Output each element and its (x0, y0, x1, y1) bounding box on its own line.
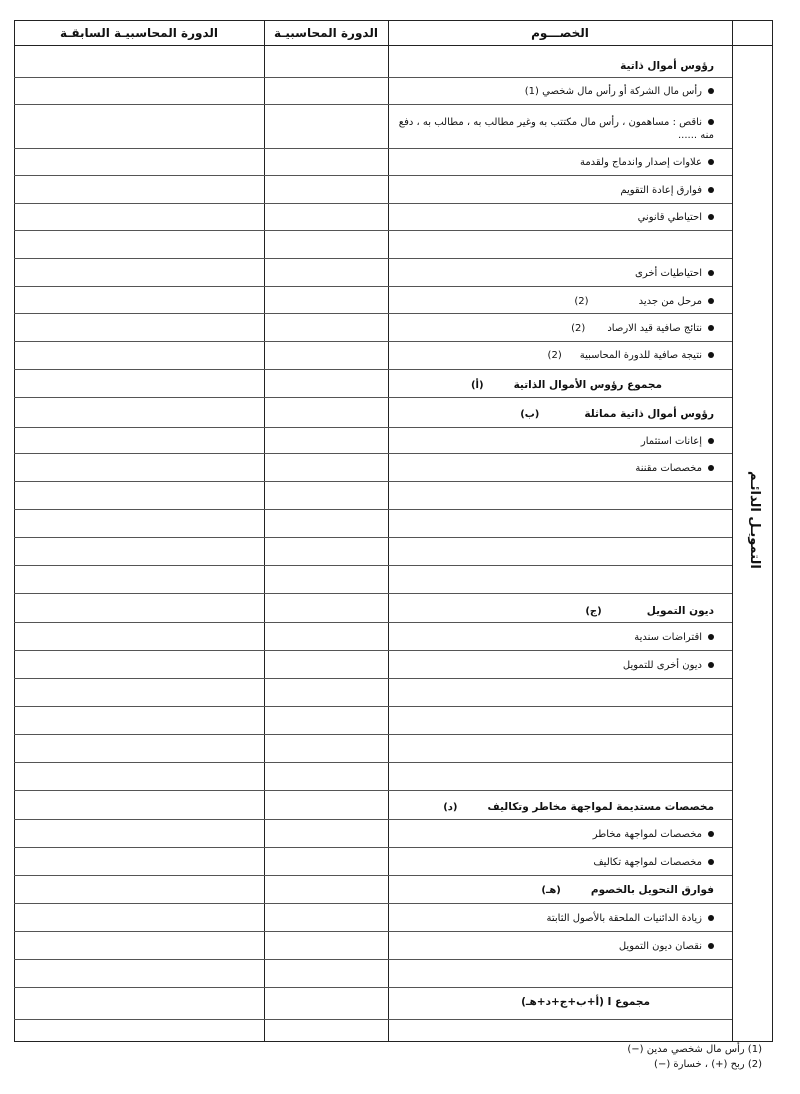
bullet-icon (708, 634, 714, 640)
list-item: ديون أخرى للتمويل (623, 660, 714, 671)
row-rule (14, 286, 732, 287)
bullet-icon (708, 214, 714, 220)
row-rule (14, 875, 732, 876)
list-item: مخصصات لمواجهة تكاليف (593, 857, 714, 868)
provisions-title: مخصصات مستديمة لمواجهة مخاطر وتكاليف(د) (443, 801, 714, 813)
header-liabilities: الخصـــوم (531, 26, 589, 40)
list-item: مخصصات مقننة (635, 463, 714, 474)
row-rule (14, 847, 732, 848)
row-rule (14, 706, 732, 707)
row-rule (14, 175, 732, 176)
row-rule (14, 903, 732, 904)
list-item: ناقص : مساهمون ، رأس مال مكتتب به وغير مطالب به ، مطالب به ، دفع منه ...... (398, 117, 714, 141)
bullet-icon (708, 859, 714, 865)
row-rule (14, 230, 732, 231)
row-rule (14, 104, 732, 105)
row-rule (14, 453, 732, 454)
bullet-icon (708, 943, 714, 949)
row-rule (14, 650, 732, 651)
equity-title: رؤوس أموال ذاتية (620, 60, 714, 72)
list-item: علاوات إصدار واندماج ولقدمة (580, 157, 714, 168)
equity-total: مجموع رؤوس الأموال الذاتية(أ) (470, 379, 662, 391)
row-rule (14, 987, 732, 988)
bullet-icon (708, 119, 714, 125)
row-rule (14, 678, 732, 679)
list-item: فوارق إعادة التقويم (620, 185, 714, 196)
header-current-period: الدورة المحاسبيـة (274, 26, 378, 40)
grand-total: مجموع I (أ+ب+ج+د+هـ) (521, 996, 650, 1008)
debts-title: ديون التمويل(ج) (585, 605, 714, 617)
row-rule (14, 1019, 732, 1020)
row-rule (14, 258, 732, 259)
row-rule (14, 341, 732, 342)
bullet-icon (708, 352, 714, 358)
bullet-icon (708, 88, 714, 94)
row-rule (14, 622, 732, 623)
row-rule (14, 565, 732, 566)
row-rule (14, 959, 732, 960)
row-rule (14, 481, 732, 482)
bullet-icon (708, 187, 714, 193)
list-item: نتائج صافية قيد الارصاد(2) (571, 323, 714, 334)
list-item: رأس مال الشركة أو رأس مال شخصي (1) (525, 86, 714, 97)
list-item: اقتراضات سندية (634, 632, 714, 643)
side-title: التمويـل الدائـم (747, 471, 762, 569)
row-rule (14, 931, 732, 932)
list-item: نتيجة صافية للدورة المحاسبية(2) (548, 350, 714, 361)
row-rule (14, 203, 732, 204)
list-item: مخصصات لمواجهة مخاطر (593, 829, 714, 840)
footnote-1: (1) رأس مال شخصي مدين (−) (627, 1044, 762, 1055)
row-rule (14, 427, 732, 428)
bullet-icon (708, 270, 714, 276)
bullet-icon (708, 915, 714, 921)
row-rule (14, 537, 732, 538)
column-divider-1 (264, 20, 265, 1042)
bullet-icon (708, 438, 714, 444)
list-item: إعانات استثمار (641, 436, 714, 447)
row-rule (14, 762, 732, 763)
bullet-icon (708, 159, 714, 165)
row-rule (14, 313, 732, 314)
bullet-icon (708, 298, 714, 304)
conversion-title: فوارق التحويل بالخصوم(هـ) (541, 884, 714, 896)
bullet-icon (708, 465, 714, 471)
header-underline (14, 45, 773, 46)
list-item: نقصان ديون التمويل (619, 941, 714, 952)
row-rule (14, 77, 732, 78)
quasi-equity-title: رؤوس أموال ذاتية مماثلة(ب) (520, 408, 714, 420)
row-rule (14, 819, 732, 820)
bullet-icon (708, 325, 714, 331)
row-rule (14, 369, 732, 370)
list-item: احتياطي قانوني (638, 212, 714, 223)
list-item: مرحل من جديد(2) (574, 296, 714, 307)
footnote-2: (2) ربح (+) ، خسارة (−) (654, 1059, 762, 1070)
bullet-icon (708, 831, 714, 837)
row-rule (14, 734, 732, 735)
column-divider-2 (388, 20, 389, 1042)
row-rule (14, 397, 732, 398)
column-divider-3 (732, 20, 733, 1042)
header-previous-period: الدورة المحاسبيـة السابقـة (59, 26, 218, 40)
list-item: احتياطيات أخرى (635, 268, 714, 279)
row-rule (14, 790, 732, 791)
row-rule (14, 509, 732, 510)
bullet-icon (708, 662, 714, 668)
row-rule (14, 148, 732, 149)
row-rule (14, 593, 732, 594)
list-item: زيادة الدائنيات الملحقة بالأصول الثابتة (547, 913, 715, 924)
